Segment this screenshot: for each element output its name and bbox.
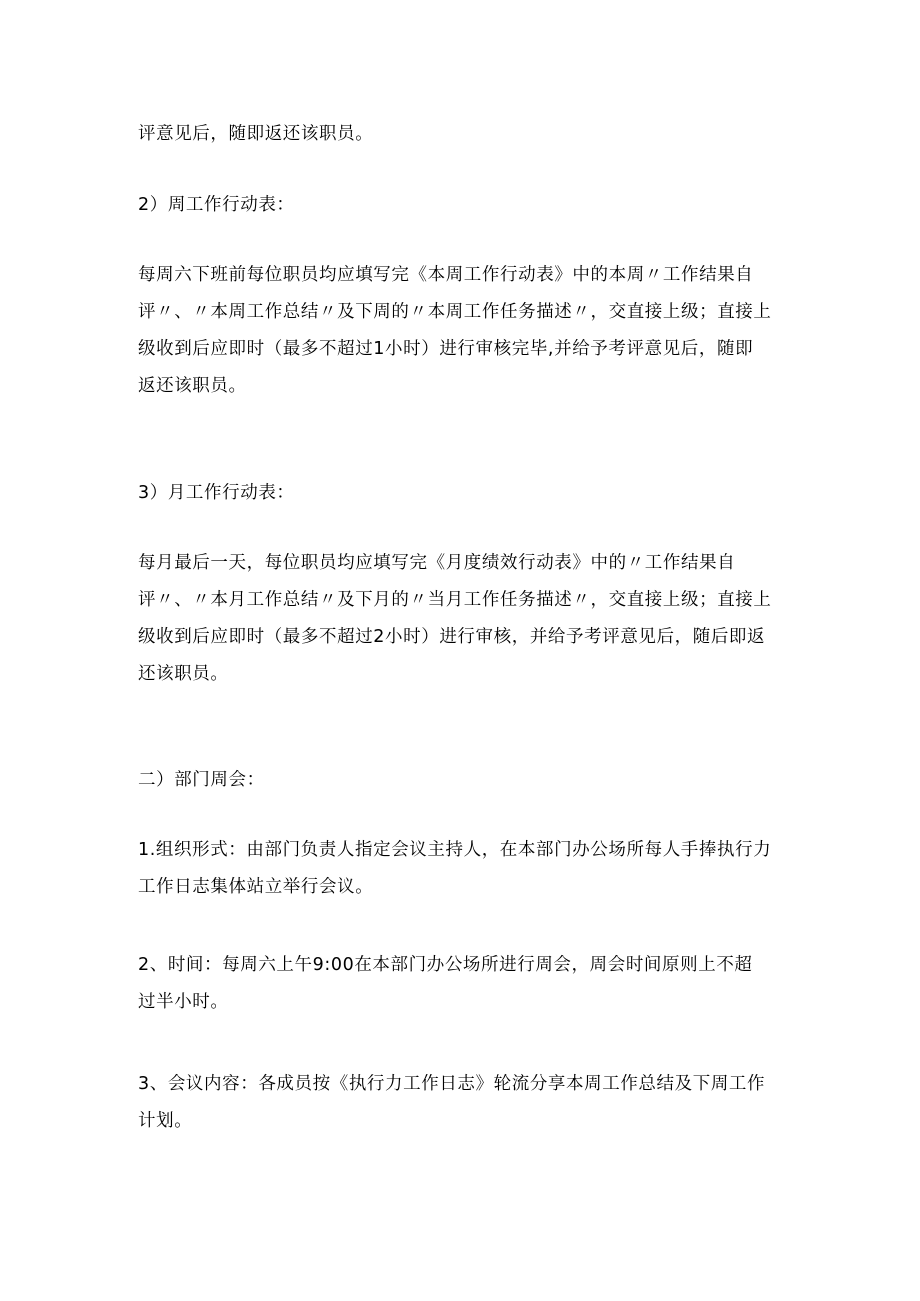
text-line: 级收到后应即时（最多不超过2小时）进行审核，并给予考评意见后，随后即返 [138,627,766,647]
paragraph-intro [138,116,798,153]
paragraph-organization-form [138,832,798,906]
text-line: 3、会议内容：各成员按《执行力工作日志》轮流分享本周工作总结及下周工作 [138,1074,766,1094]
text-line: 3）月工作行动表： [138,483,295,503]
text-line: 过半小时。 [138,992,229,1012]
text-line: 1.组织形式：由部门负责人指定会议主持人，在本部门办公场所每人手捧执行力 [138,840,772,860]
heading-weekly-action-table [138,187,798,224]
text-line: 返还该职员。 [138,376,247,396]
text-line: 还该职员。 [138,664,229,684]
paragraph-monthly [138,545,798,693]
text-line: 级收到后应即时（最多不超过1小时）进行审核完毕,并给予考评意见后，随即 [138,339,754,359]
text-line: 二）部门周会： [138,770,265,790]
paragraph-weekly [138,257,798,405]
paragraph-meeting-time [138,947,798,1021]
text-line: 每周六下班前每位职员均应填写完《本周工作行动表》中的本周〃工作结果自 [138,265,754,285]
text-line: 评〃、〃本周工作总结〃及下周的〃本周工作任务描述〃，交直接上级；直接上 [138,302,772,322]
text-line: 2）周工作行动表： [138,195,295,215]
text-line: 2、时间：每周六上午9:00在本部门办公场所进行周会，周会时间原则上不超 [138,955,753,975]
heading-monthly-action-table [138,475,798,512]
text-line: 每月最后一天，每位职员均应填写完《月度绩效行动表》中的〃工作结果自 [138,553,736,573]
text-line: 工作日志集体站立举行会议。 [138,877,374,897]
text-line: 计划。 [138,1111,193,1131]
heading-department-meeting [138,762,798,799]
text-line: 评意见后，随即返还该职员。 [138,124,374,144]
text-line: 评〃、〃本月工作总结〃及下月的〃当月工作任务描述〃，交直接上级；直接上 [138,590,772,610]
paragraph-meeting-content [138,1066,798,1140]
